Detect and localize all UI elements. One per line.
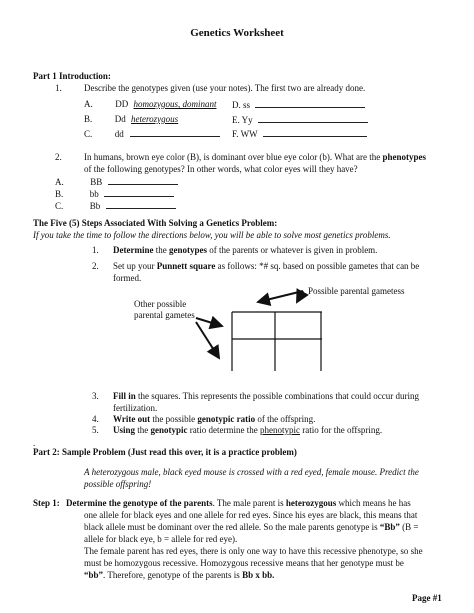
q2-number: 2. <box>55 152 62 162</box>
step1-bold2: genotypes <box>168 245 207 255</box>
step1-p1-bold: heterozygous <box>285 498 337 508</box>
step1-label: Step 1 <box>33 498 57 508</box>
punnett-square <box>232 312 322 371</box>
step1-bold-heading: Determine the genotype of the parents <box>66 498 213 508</box>
item-genotype: Bb <box>89 201 101 211</box>
step1-explain-line6: must be homozygous recessive. Homozygous recessive means that her genotype must be <box>84 558 404 568</box>
step1-explain-line3 <box>84 522 419 533</box>
q2-text-a: In humans, brown eye color (B), is dominant over blue eye color (b). What are the <box>84 152 381 162</box>
stray-dot: . <box>33 438 36 448</box>
item-letter: D. <box>232 100 241 110</box>
part1-heading: Part 1 Introduction: <box>33 71 111 81</box>
step4-bold: Write out <box>113 414 151 424</box>
step1-explain-line2: one allele for black eyes and one allele for red eyes. Since his eyes are black, this means that <box>84 510 418 520</box>
step1-l3a: black allele must be dominant over the red allele. So the male parents genotype is <box>84 522 378 532</box>
arrow-left-label-1 <box>196 318 222 326</box>
arrow-right-label-1 <box>258 291 303 302</box>
step3-bold: Fill in <box>113 391 136 401</box>
step1-p1b: which means he has <box>338 498 411 508</box>
problem-line2: possible offspring! <box>84 479 152 489</box>
item-letter: F. <box>232 129 239 139</box>
item-letter: B. <box>84 114 93 124</box>
item-genotype: BB <box>90 177 103 187</box>
step2-text-line2: formed. <box>113 273 142 283</box>
step3-number: 3. <box>92 391 99 401</box>
step3-text <box>113 391 419 402</box>
step3-text-line2: fertilization. <box>113 403 158 413</box>
step4-rest: of the offspring. <box>257 414 316 424</box>
arrow-left-label-2 <box>196 322 219 358</box>
step1-l7a: . Therefore, genotype of the parents is <box>103 570 240 580</box>
step3-rest: the squares. This represents the possible combinations that could occur during <box>138 391 420 401</box>
item-letter: B. <box>55 189 64 199</box>
step1-number: 1. <box>92 245 99 255</box>
step5-underlined: phenotypic <box>260 425 300 435</box>
step4-pre: the possible <box>152 414 196 424</box>
steps-heading: The Five (5) Steps Associated With Solving a Genetics Problem: <box>33 218 278 228</box>
step1-rest: of the parents or whatever is given in problem. <box>209 245 378 255</box>
step2-pre: Set up your <box>113 261 155 271</box>
step1-l7-bold2: Bb x bb. <box>242 570 275 580</box>
item-genotype: bb <box>89 189 99 199</box>
item-letter: E. <box>232 115 240 125</box>
step1-p1a: . The male parent is <box>212 498 284 508</box>
q2-text-bold: phenotypes <box>382 152 427 162</box>
step1-explain-line7 <box>84 570 274 581</box>
item-genotype: Yy <box>241 115 253 125</box>
step1-explain-line1 <box>33 498 411 509</box>
step2-number: 2. <box>92 261 99 271</box>
label-other-possible-1: Other possible <box>134 299 187 309</box>
step1-l7-bold: “bb” <box>84 570 104 580</box>
step1-explain-line4: allele for black eye, b = allele for red eye). <box>84 534 238 544</box>
steps-subheading: If you take the time to follow the directions below, you will be able to solve most genetics problems. <box>33 230 391 240</box>
step1-l3b: (B = <box>402 522 419 532</box>
page-number: Page #1 <box>412 593 442 603</box>
step1-l3-bold: “Bb” <box>379 522 400 532</box>
item-answer: homozygous, dominant <box>133 99 217 109</box>
item-genotype: DD <box>115 99 129 109</box>
step5-text <box>113 425 382 436</box>
gamete-arrows <box>196 291 303 358</box>
item-letter: A. <box>55 177 64 187</box>
step4-bold2: genotypic ratio <box>197 414 256 424</box>
item-genotype: WW <box>240 129 258 139</box>
item-letter: C. <box>55 201 64 211</box>
step1-mid: the <box>155 245 167 255</box>
step5-number: 5. <box>92 425 99 435</box>
step4-number: 4. <box>92 414 99 424</box>
q1-number: 1. <box>55 83 62 93</box>
item-genotype: ss <box>243 100 251 110</box>
step2-bold: Punnett square <box>156 261 216 271</box>
q2-text-line2: of the following genotypes? In other words, what color eyes will they have? <box>84 164 358 174</box>
step4-text <box>113 414 315 425</box>
item-letter: A. <box>84 99 93 109</box>
step2-rest: as follows: *# sq. based on possible gametes that can be <box>217 261 420 271</box>
item-genotype: Dd <box>114 114 126 124</box>
problem-line1: A heterozygous male, black eyed mouse is crossed with a red eyed, female mouse. Predict the <box>84 467 419 477</box>
part2-heading: Part 2: Sample Problem (Just read this over, it is a practice problem) <box>33 447 297 457</box>
step5-bold: Using <box>113 425 136 435</box>
item-letter: C. <box>84 129 93 139</box>
item-answer: heterozygous <box>131 114 179 124</box>
label-other-possible-2: parental gametes <box>134 310 195 320</box>
step5-mid: ratio determine the <box>189 425 258 435</box>
step1-explain-line5: The female parent has red eyes, there is only one way to have this recessive phenotype, so she <box>84 546 423 556</box>
q1-text: Describe the genotypes given (use your notes). The first two are already done. <box>84 83 366 93</box>
step5-pre: the <box>137 425 149 435</box>
label-possible-parental-gametes: Possible parental gametess <box>308 286 405 296</box>
step1-bold: Determine <box>113 245 154 255</box>
item-genotype: dd <box>114 129 124 139</box>
page-title: Genetics Worksheet <box>190 27 284 39</box>
step5-bold2: genotypic <box>150 425 188 435</box>
step1-colon: : <box>56 498 60 508</box>
step5-rest: ratio for the offspring. <box>302 425 383 435</box>
